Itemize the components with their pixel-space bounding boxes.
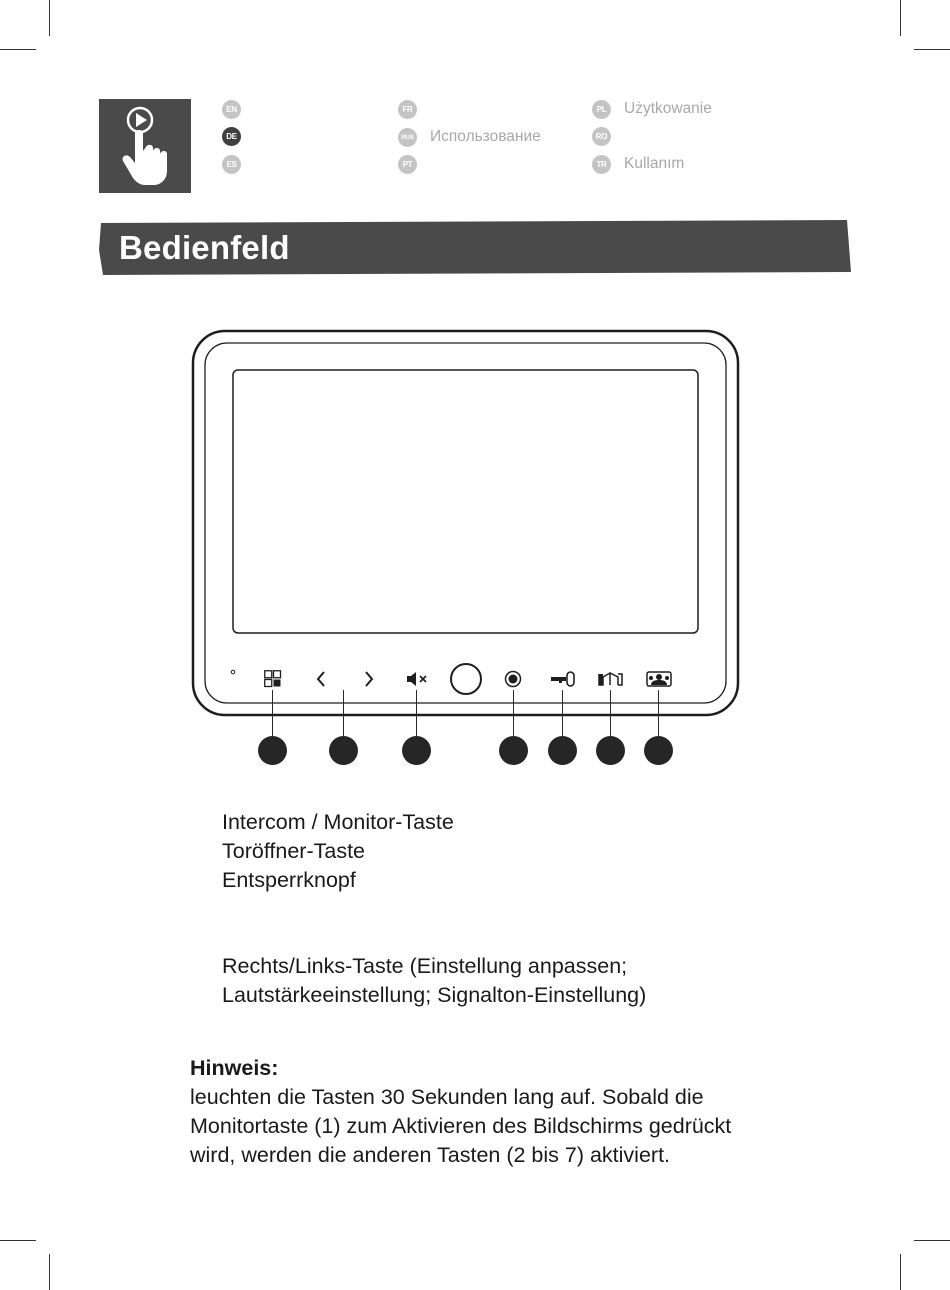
- lang-badge: PL: [592, 100, 611, 119]
- callout-marker: [644, 736, 673, 765]
- legend-group-2: [222, 952, 646, 1010]
- intercom-icon[interactable]: [646, 670, 672, 688]
- crop-mark: [914, 1240, 950, 1241]
- callout-marker: [329, 736, 358, 765]
- home-circle-button[interactable]: [449, 662, 483, 696]
- note-line: leuchten die Tasten 30 Sekunden lang auf. Sobald die: [190, 1085, 704, 1109]
- lang-label: Kullanım: [624, 155, 685, 172]
- key-icon[interactable]: [550, 670, 576, 688]
- crop-mark: [0, 1240, 36, 1241]
- note-title: Hinweis:: [190, 1056, 279, 1080]
- crop-mark: [49, 1254, 50, 1290]
- lang-badge: PT: [398, 155, 417, 174]
- callout-line: [272, 690, 273, 736]
- lang-label: Использование: [430, 128, 541, 145]
- monitor-grid-icon[interactable]: [264, 670, 282, 688]
- callout-marker: [402, 736, 431, 765]
- callout-line: [416, 690, 417, 736]
- chevron-left-icon[interactable]: [315, 670, 327, 688]
- lang-badge: TR: [592, 155, 611, 174]
- note-line: wird, werden die anderen Tasten (2 bis 7) aktiviert.: [190, 1143, 671, 1167]
- lang-label: Użytkowanie: [624, 100, 712, 117]
- section-title: Bedienfeld: [119, 229, 290, 266]
- callout-line: [658, 690, 659, 736]
- chevron-right-icon[interactable]: [363, 670, 375, 688]
- note-body: [190, 1083, 731, 1170]
- lang-badge: FR: [398, 100, 417, 119]
- legend-group-1: [222, 808, 454, 895]
- legend-line: Rechts/Links-Taste (Einstellung anpassen;: [222, 954, 628, 978]
- monitor-screen: [233, 370, 698, 633]
- crop-mark: [900, 1254, 901, 1290]
- legend-line: Intercom / Monitor-Taste: [222, 810, 454, 834]
- legend-line: Lautstärkeeinstellung; Signalton-Einstellung): [222, 983, 647, 1007]
- record-dot-icon[interactable]: [504, 670, 522, 688]
- callout-marker: [258, 736, 287, 765]
- callout-line: [562, 690, 563, 736]
- mute-speaker-icon[interactable]: [406, 670, 430, 688]
- callout-marker: [548, 736, 577, 765]
- callout-line: [513, 690, 514, 736]
- callout-marker: [596, 736, 625, 765]
- lang-badge: RO: [592, 127, 611, 146]
- callout-line: [343, 690, 344, 736]
- gate-icon[interactable]: [598, 670, 624, 688]
- lang-badge: ES: [222, 155, 241, 174]
- note-line: Monitortaste (1) zum Aktivieren des Bildschirms gedrückt: [190, 1114, 732, 1138]
- legend-line: Entsperrknopf: [222, 868, 356, 892]
- callout-line: [610, 690, 611, 736]
- lang-badge: EN: [222, 100, 241, 119]
- legend-line: Toröffner-Taste: [222, 839, 366, 863]
- callout-marker: [499, 736, 528, 765]
- lang-badge-active: DE: [222, 127, 241, 146]
- lang-badge: RUS: [398, 128, 417, 147]
